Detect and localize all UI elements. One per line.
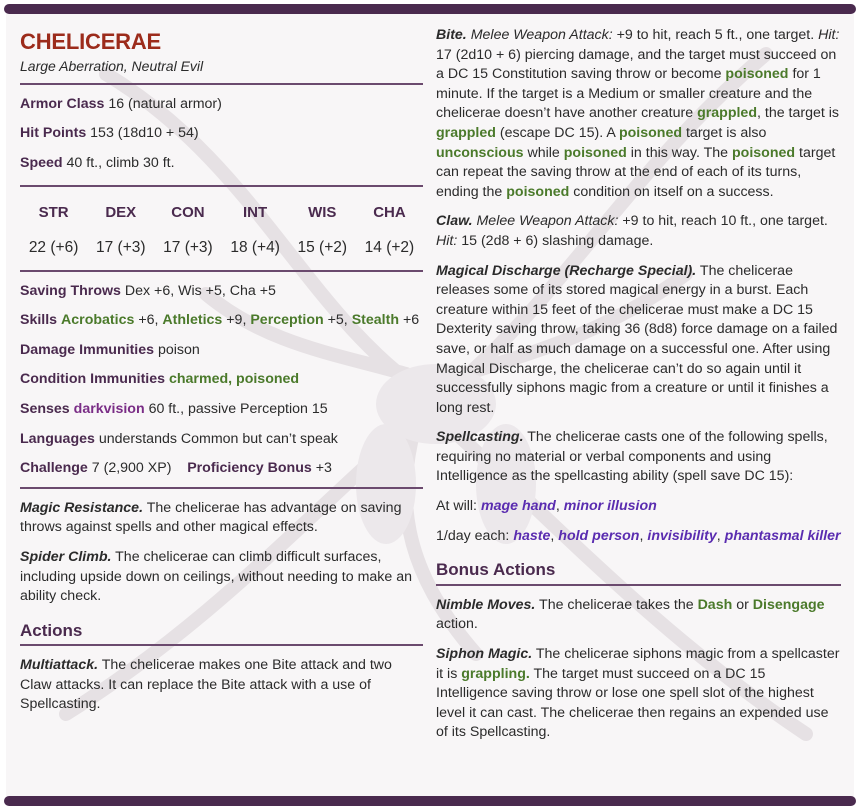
ability-dex [87,203,154,257]
skills-label: Skills [20,312,58,329]
condition-immunities [20,370,423,390]
ability-value: 14 (+2) [364,238,415,256]
separator: , [228,371,233,388]
ability-value: 15 (+2) [297,238,348,256]
condition-link[interactable]: poisoned [236,371,300,388]
spell-link[interactable]: phantasmal killer [724,527,841,544]
actions-heading: Actions [20,620,83,640]
skill-link[interactable]: Acrobatics [61,312,135,329]
skill-bonus: +5, [327,312,348,329]
sense-link[interactable]: darkvision [73,400,145,417]
proficiency-bonus-value: +3 [315,460,332,477]
action-magical-discharge [436,262,841,419]
action-text: target is also [685,124,767,141]
armor-class-label: Armor Class [20,95,105,112]
ability-con [154,203,221,257]
spell-link[interactable]: hold person [558,527,640,544]
action-bite [436,26,841,202]
ability-str [20,203,87,257]
action-title: Magical Discharge (Recharge Special). [436,262,697,279]
bottom-border-bar [4,796,856,806]
condition-immunities-label: Condition Immunities [20,371,166,388]
divider [20,270,423,272]
condition-link[interactable]: grappled [436,124,496,141]
action-text: action. [436,616,478,633]
speed-label: Speed [20,154,63,171]
ability-name: WIS [308,204,337,222]
hit-points [20,124,423,144]
left-column [20,14,423,715]
ability-name: INT [243,204,268,222]
damage-immunities [20,341,423,361]
action-text: The chelicerae releases some of its stored magical energy in a burst. Each creature within 15 feet of the chelicerae must make a DC 15 Dexterity saving throw, taking 36 (8d8) force damage on a failed save, or half as much damage on a successful one. After using Magical Discharge, the chelicerae can’t do so again until it successfully siphons magic from a creature or until it finishes a long rest. [436,262,838,416]
skill-link[interactable]: Athletics [162,312,223,329]
condition-link[interactable]: unconscious [436,144,524,161]
condition-link[interactable]: poisoned [732,144,796,161]
hit-label: Hit: [818,27,840,43]
skill-bonus: +9, [226,312,247,329]
action-title: Siphon Magic. [436,646,533,663]
action-text: condition on itself on a success. [573,183,774,200]
action-text: +9 to hit, reach 10 ft., one target. [622,213,828,230]
challenge-row [20,459,423,479]
ability-name: STR [38,204,69,222]
action-text: target can repeat the saving throw at the end of each of its turns, ending the [436,144,836,200]
saving-throws [20,282,423,302]
trait-spider-climb [20,548,423,607]
divider [20,83,423,85]
ability-wis [289,203,356,257]
action-text: or [736,596,749,613]
ability-value: 17 (+3) [95,238,146,256]
ability-value: 17 (+3) [163,238,213,256]
separator: , [639,527,644,544]
section-divider [20,644,423,646]
action-title: Bite. [436,27,467,43]
armor-class-value: 16 (natural armor) [108,95,222,112]
ability-value: 22 (+6) [28,238,79,256]
hit-points-label: Hit Points [20,125,87,142]
saving-throws-value: Dex +6, Wis +5, Cha +5 [124,282,276,299]
action-link[interactable]: Dash [697,596,733,613]
section-divider [436,584,841,586]
action-text: The chelicerae takes the [539,596,694,613]
stat-block-card [6,14,854,796]
action-multiattack [20,656,423,715]
condition-link[interactable]: grappling. [461,665,530,682]
condition-link[interactable]: poisoned [725,66,789,83]
action-title: Claw. [436,213,473,230]
action-text: (escape DC 15). A [499,124,616,141]
spell-link[interactable]: mage hand [480,498,556,515]
hit-points-value: 153 (18d10 + 54) [90,125,199,142]
action-spellcasting [436,428,841,487]
attack-type: Melee Weapon Attack: [476,213,619,230]
separator: , [550,527,555,544]
trait-magic-resistance [20,499,423,538]
spells-at-will [436,497,841,517]
ability-name: CHA [373,204,406,222]
senses-value: 60 ft., passive Perception 15 [148,400,328,417]
ability-value: 18 (+4) [230,238,280,256]
ability-int [222,203,289,257]
ability-name: CON [171,204,205,222]
right-column [436,14,841,743]
action-title: Spellcasting. [436,429,524,446]
skill-bonus: +6, [138,312,159,329]
ability-name: DEX [105,204,137,222]
action-claw [436,212,841,251]
action-title: Multiattack. [20,657,99,674]
languages-label: Languages [20,430,95,447]
skill-link[interactable]: Perception [250,312,324,329]
saving-throws-label: Saving Throws [20,282,121,299]
challenge-label: Challenge [20,460,88,477]
condition-link[interactable]: grappled [697,105,757,122]
action-text: The chelicerae siphons magic from a spellcaster it is [436,646,840,682]
attack-type: Melee Weapon Attack: [470,27,613,43]
ability-cha [356,203,423,257]
separator: , [716,527,721,544]
action-text: The target must succeed on a DC 15 Intelligence saving throw or lose one spell slot of the highest level it can cast. The chelicerae then regains an expended use of its Spellcasting. [436,665,829,741]
separator: , [555,498,560,515]
spell-link[interactable]: invisibility [647,527,717,544]
spell-link[interactable]: haste [513,527,551,544]
action-text: while [527,144,560,161]
spell-frequency-label: 1/day each: [436,527,510,544]
damage-immunities-label: Damage Immunities [20,341,155,358]
hit-label: Hit: [436,232,458,249]
senses-label: Senses [20,400,70,417]
action-text: 17 (2d10 + 6) piercing damage, and the target must succeed on a DC 15 Constitution saving throw or become [436,46,837,83]
bonus-nimble-moves [436,596,841,635]
bonus-actions-heading: Bonus Actions [436,560,556,580]
action-text: +9 to hit, reach 5 ft., one target. [616,27,815,43]
trait-title: Magic Resistance. [20,499,144,516]
damage-immunities-value: poison [158,341,200,358]
senses [20,400,423,420]
action-text: in this way. The [630,144,729,161]
languages [20,430,423,450]
creature-type: Large Aberration, Neutral Evil [20,58,204,74]
divider [20,487,423,489]
divider [20,185,423,187]
spell-link[interactable]: minor illusion [563,498,657,515]
bonus-siphon-magic [436,645,841,743]
speed-value: 40 ft., climb 30 ft. [66,154,175,171]
action-title: Nimble Moves. [436,596,536,613]
challenge-value: 7 (2,900 XP) [91,460,172,477]
action-text: The chelicerae casts one of the following spells, requiring no material or verbal components and using Intelligence as the spellcasting ability (spell save DC 15): [436,429,828,485]
trait-text: The chelicerae can climb difficult surfaces, including upside down on ceilings, without needing to make an ability check. [20,548,412,605]
action-text: The chelicerae makes one Bite attack and two Claw attacks. It can replace the Bite attack with a use of Spellcasting. [20,657,392,713]
top-border-bar [4,4,856,14]
armor-class [20,95,423,115]
condition-link[interactable]: charmed [168,371,229,388]
trait-text: The chelicerae has advantage on saving throws against spells and other magical effects. [20,499,402,536]
speed [20,154,423,174]
action-text: for 1 minute. If the target is a Medium or smaller creature and the chelicerae doesn’t have another creature [436,66,821,122]
trait-title: Spider Climb. [20,548,112,565]
spells-daily [436,527,841,547]
action-text: , the target is [757,105,840,122]
languages-value: understands Common but can’t speak [98,430,338,447]
skill-bonus: +6 [402,312,420,329]
action-text: 15 (2d8 + 6) slashing damage. [461,232,654,249]
ability-scores [20,203,423,257]
proficiency-bonus-label: Proficiency Bonus [187,460,312,477]
action-link[interactable]: Disengage [752,596,825,613]
condition-link[interactable]: poisoned [618,124,683,141]
skills [20,311,423,331]
condition-link[interactable]: poisoned [563,144,627,161]
skill-link[interactable]: Stealth [351,312,400,329]
spell-frequency-label: At will: [436,498,477,515]
creature-name: CHELICERAE [20,29,162,54]
condition-link[interactable]: poisoned [506,183,570,200]
